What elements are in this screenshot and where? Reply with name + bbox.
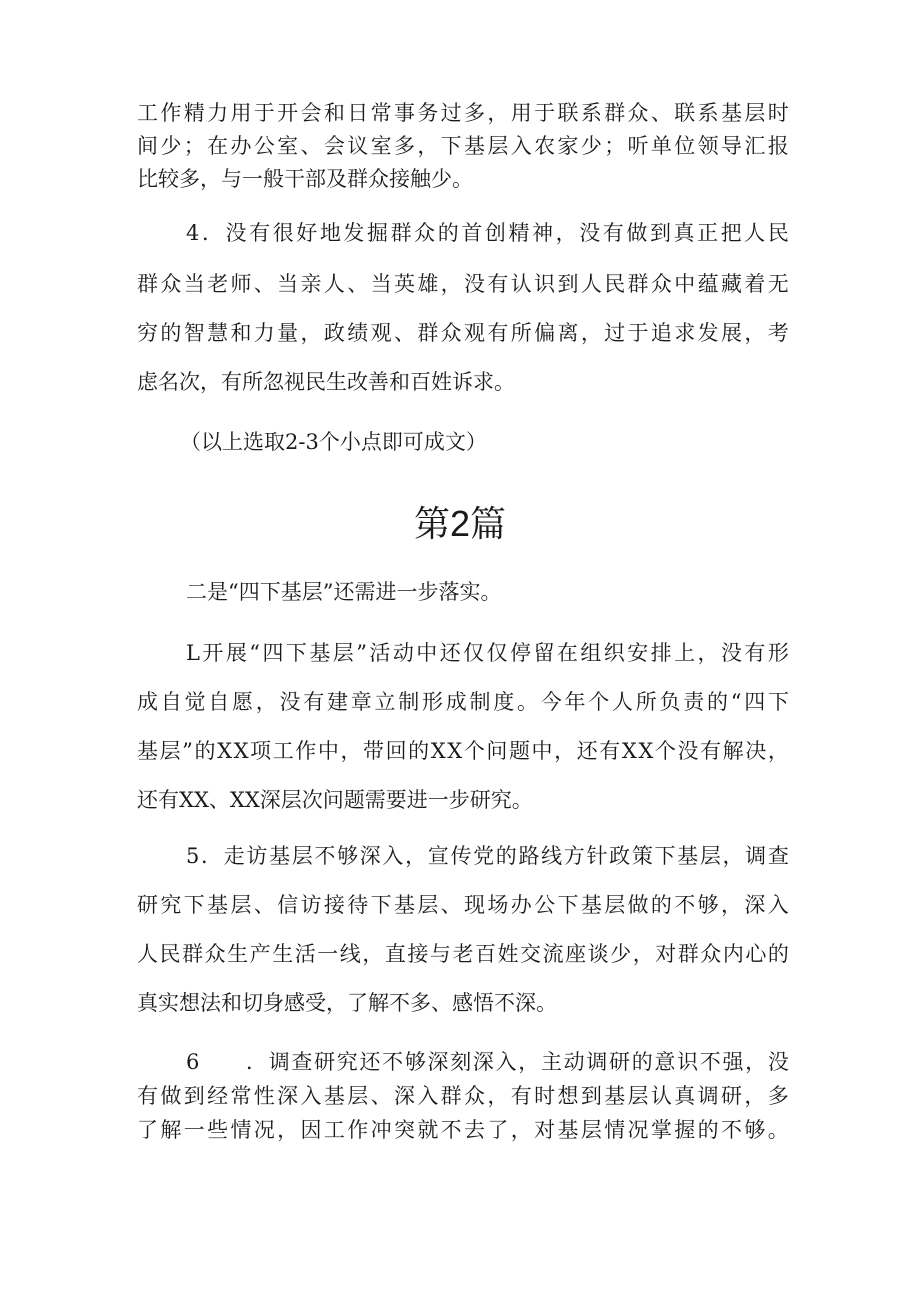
item-l-line: 基 层 ” 的 X X 项 工 作 中 ， 带 回 的 X X 个 问 题 中 ， 还 有 X X 个 没 有 解 决 ， (137, 739, 789, 763)
paragraph-line: 工 作 精 力 用 于 开 会 和 日 常 事 务 过 多 ， 用 于 联 系 群 众 、 联 系 基 层 时 (137, 101, 789, 125)
item-4-line: 4 ． 没 有 很 好 地 发 掘 群 众 的 首 创 精 神 ， 没 有 做 到 真 正 把 人 民 (186, 221, 789, 245)
item-6-number: 6 (186, 1050, 200, 1074)
item-6-line: ． 调 查 研 究 还 不 够 深 刻 深 入 ， 主 动 调 研 的 意 识 不 强 ， 没 (246, 1050, 789, 1074)
item-5-line: 人 民 群 众 生 产 生 活 一 线 ， 直 接 与 老 百 姓 交 流 座 谈 少 ， 对 群 众 内 心 的 (137, 942, 789, 966)
item-4-line: 虑名次，有所忽视民生改善和百姓诉求。 (137, 370, 515, 394)
item-5-line: 真实想法和切身感受，了解不多、感悟不深。 (137, 991, 557, 1015)
paragraph-line: 比较多，与一般干部及群众接触少。 (137, 167, 473, 191)
paragraph-line: 间 少 ； 在 办 公 室 、 会 议 室 多 ， 下 基 层 入 农 家 少 ； 听 单 位 领 导 汇 报 (137, 134, 789, 158)
item-6-line: 有 做 到 经 常 性 深 入 基 层 、 深 入 群 众 ， 有 时 想 到 基 层 认 真 调 研 ， 多 (137, 1084, 789, 1108)
item-4-line: 群 众 当 老 师 、 当 亲 人 、 当 英 雄 ， 没 有 认 识 到 人 民 群 众 中 蕴 藏 着 无 (137, 272, 789, 296)
selection-note: （以上选取2-3个小点即可成文） (180, 430, 487, 454)
section-heading: 第2篇 (413, 503, 507, 544)
item-l-line: 成 自 觉 自 愿 ， 没 有 建 章 立 制 形 成 制 度 。 今 年 个 人 所 负 责 的 “ 四 下 (137, 690, 789, 714)
item-5-line: 5 ． 走 访 基 层 不 够 深 入 ， 宣 传 党 的 路 线 方 针 政 策 下 基 层 ， 调 查 (186, 844, 789, 868)
item-l-line: 还有XX、XX深层次问题需要进一步研究。 (137, 788, 533, 812)
item-5-line: 研 究 下 基 层 、 信 访 接 待 下 基 层 、 现 场 办 公 下 基 层 做 的 不 够 ， 深 入 (137, 893, 789, 917)
item-l-line: L 开 展 “ 四 下 基 层 ” 活 动 中 还 仅 仅 停 留 在 组 织 安 排 上 ， 没 有 形 (186, 641, 789, 665)
item-4-line: 穷 的 智 慧 和 力 量 ， 政 绩 观 、 群 众 观 有 所 偏 离 ， 过 于 追 求 发 展 ， 考 (137, 321, 789, 345)
item-6-line: 了 解 一 些 情 况 ， 因 工 作 冲 突 就 不 去 了 ， 对 基 层 情 况 掌 握 的 不 够 。 (137, 1118, 789, 1142)
section-intro: 二是“四下基层”还需进一步落实。 (186, 580, 502, 604)
